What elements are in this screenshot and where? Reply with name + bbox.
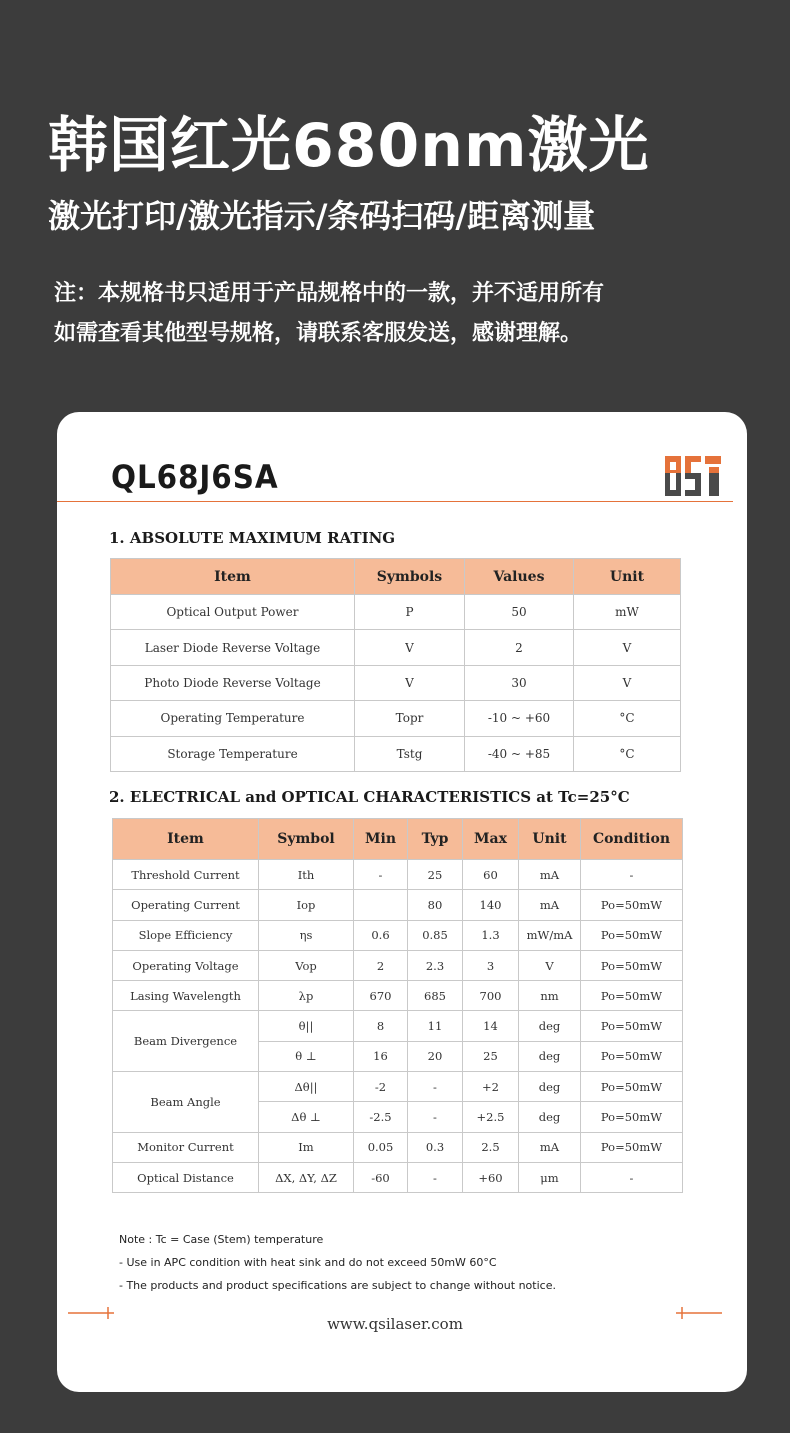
section-2-title: 2. ELECTRICAL and OPTICAL CHARACTERISTICS at Tc=25°C (109, 788, 630, 806)
table-cell: Po=50mW (581, 1041, 683, 1071)
table-cell: V (519, 950, 581, 980)
table-cell: V (574, 665, 681, 700)
table-cell: Po=50mW (581, 1011, 683, 1041)
table-cell: Operating Voltage (113, 950, 259, 980)
table-cell: Slope Efficiency (113, 920, 259, 950)
table-cell: deg (519, 1041, 581, 1071)
header-cell: Condition (581, 819, 683, 860)
hero-title: 韩国红光680nm激光 (48, 111, 650, 181)
table-cell: V (574, 630, 681, 665)
section-1-title: 1. ABSOLUTE MAXIMUM RATING (109, 529, 396, 547)
table-cell: Po=50mW (581, 1072, 683, 1102)
header-cell: Typ (408, 819, 463, 860)
table-cell: P (355, 595, 465, 630)
table-row (111, 595, 681, 630)
table-cell: 2.3 (408, 950, 463, 980)
table-cell: Po=50mW (581, 1132, 683, 1162)
table-cell: Im (259, 1132, 354, 1162)
note-line: Note : Tc = Case (Stem) temperature (119, 1233, 324, 1246)
table-cell: Δθ ⊥ (259, 1102, 354, 1132)
table-cell: 3 (463, 950, 519, 980)
table-row (111, 736, 681, 771)
header-cell: Item (111, 559, 355, 595)
table-cell: Laser Diode Reverse Voltage (111, 630, 355, 665)
header-cell: Values (465, 559, 574, 595)
table-row (113, 981, 683, 1011)
table-row (111, 701, 681, 736)
table-cell: Beam Divergence (113, 1011, 259, 1072)
table-cell: Tstg (355, 736, 465, 771)
table-cell: Vop (259, 950, 354, 980)
table-cell: 2.5 (463, 1132, 519, 1162)
header-divider (57, 501, 733, 502)
table-cell: Po=50mW (581, 1102, 683, 1132)
table-cell: ΔX, ΔY, ΔZ (259, 1162, 354, 1192)
table-cell: 700 (463, 981, 519, 1011)
header-cell: Min (354, 819, 408, 860)
notice-line-2: 如需查看其他型号规格，请联系客服发送，感谢理解。 (54, 321, 583, 346)
table-cell: 2 (465, 630, 574, 665)
table-cell: -10 ~ +60 (465, 701, 574, 736)
table-cell: 25 (408, 860, 463, 890)
table-row (113, 860, 683, 890)
table-cell: 140 (463, 890, 519, 920)
table-row (111, 630, 681, 665)
table-cell: mA (519, 890, 581, 920)
table-cell: Po=50mW (581, 950, 683, 980)
header-cell: Max (463, 819, 519, 860)
table-cell: Lasing Wavelength (113, 981, 259, 1011)
table-cell: 0.6 (354, 920, 408, 950)
table-cell: 8 (354, 1011, 408, 1041)
table-cell: -60 (354, 1162, 408, 1192)
table-cell: deg (519, 1011, 581, 1041)
table-row (113, 890, 683, 920)
table-row (113, 950, 683, 980)
table-cell: V (355, 630, 465, 665)
table-cell: θ ⊥ (259, 1041, 354, 1071)
website-url: www.qsilaser.com (327, 1315, 463, 1333)
hero-subtitle: 激光打印/激光指示/条码扫码/距离测量 (48, 197, 596, 235)
table-cell: mA (519, 1132, 581, 1162)
note-line: - Use in APC condition with heat sink and do not exceed 50mW 60°C (119, 1256, 497, 1269)
note-line: - The products and product specifications are subject to change without notice. (119, 1279, 556, 1292)
datasheet-card (57, 412, 747, 1392)
table-cell: 2 (354, 950, 408, 980)
table-cell: - (408, 1102, 463, 1132)
table-cell: -2.5 (354, 1102, 408, 1132)
notice (54, 274, 604, 354)
table-cell: - (581, 860, 683, 890)
header-cell: Unit (574, 559, 681, 595)
table-cell: mW/mA (519, 920, 581, 950)
notes (119, 1228, 556, 1297)
table-cell: +2 (463, 1072, 519, 1102)
table-cell: Δθ|| (259, 1072, 354, 1102)
table-cell: 14 (463, 1011, 519, 1041)
table-cell: °C (574, 701, 681, 736)
table-cell: Operating Current (113, 890, 259, 920)
table-cell: Storage Temperature (111, 736, 355, 771)
header-cell: Item (113, 819, 259, 860)
table-row (113, 1162, 683, 1192)
table-cell: 670 (354, 981, 408, 1011)
table-cell: - (408, 1162, 463, 1192)
notice-line-1: 注：本规格书只适用于产品规格中的一款，并不适用所有 (54, 281, 605, 306)
table-cell: - (354, 860, 408, 890)
qsi-logo-icon (663, 454, 725, 500)
electrical-optical-characteristics-table (112, 818, 683, 1193)
table-cell: - (581, 1162, 683, 1192)
table-cell: 25 (463, 1041, 519, 1071)
table-cell: Po=50mW (581, 890, 683, 920)
table-cell: Optical Output Power (111, 595, 355, 630)
table-row (113, 1011, 683, 1041)
model-number: QL68J6SA (111, 458, 279, 496)
table-cell: nm (519, 981, 581, 1011)
table-row (111, 665, 681, 700)
table-cell: Po=50mW (581, 920, 683, 950)
table-cell: deg (519, 1072, 581, 1102)
table-cell: - (408, 1072, 463, 1102)
table-cell: -40 ~ +85 (465, 736, 574, 771)
table-cell: Iop (259, 890, 354, 920)
table-cell: 60 (463, 860, 519, 890)
header-cell: Symbols (355, 559, 465, 595)
table-cell: θ|| (259, 1011, 354, 1041)
table-cell: ηs (259, 920, 354, 950)
table-cell: Monitor Current (113, 1132, 259, 1162)
table-cell: 20 (408, 1041, 463, 1071)
table-cell: Beam Angle (113, 1072, 259, 1133)
table-cell: 0.05 (354, 1132, 408, 1162)
table-cell: Optical Distance (113, 1162, 259, 1192)
table-cell: 80 (408, 890, 463, 920)
absolute-maximum-rating-table (110, 558, 681, 772)
table-cell: +2.5 (463, 1102, 519, 1132)
table-cell: 0.3 (408, 1132, 463, 1162)
table-row (113, 1132, 683, 1162)
table-cell: μm (519, 1162, 581, 1192)
table-cell: Photo Diode Reverse Voltage (111, 665, 355, 700)
table-cell: 16 (354, 1041, 408, 1071)
table-cell: V (355, 665, 465, 700)
table-cell: mA (519, 860, 581, 890)
table-cell: °C (574, 736, 681, 771)
table-header-row (111, 559, 681, 595)
table-cell: deg (519, 1102, 581, 1132)
table-row (113, 1072, 683, 1102)
header-cell: Unit (519, 819, 581, 860)
table-cell: Po=50mW (581, 981, 683, 1011)
table-cell: 50 (465, 595, 574, 630)
table-cell: -2 (354, 1072, 408, 1102)
table-cell: +60 (463, 1162, 519, 1192)
table-header-row (113, 819, 683, 860)
table-cell: Threshold Current (113, 860, 259, 890)
table-cell: mW (574, 595, 681, 630)
table-cell: Operating Temperature (111, 701, 355, 736)
header-cell: Symbol (259, 819, 354, 860)
table-cell: 1.3 (463, 920, 519, 950)
table-cell: Ith (259, 860, 354, 890)
table-cell: 0.85 (408, 920, 463, 950)
table-cell: 30 (465, 665, 574, 700)
table-cell: λp (259, 981, 354, 1011)
table-cell: Topr (355, 701, 465, 736)
table-cell (354, 890, 408, 920)
table-cell: 685 (408, 981, 463, 1011)
table-cell: 11 (408, 1011, 463, 1041)
table-row (113, 920, 683, 950)
